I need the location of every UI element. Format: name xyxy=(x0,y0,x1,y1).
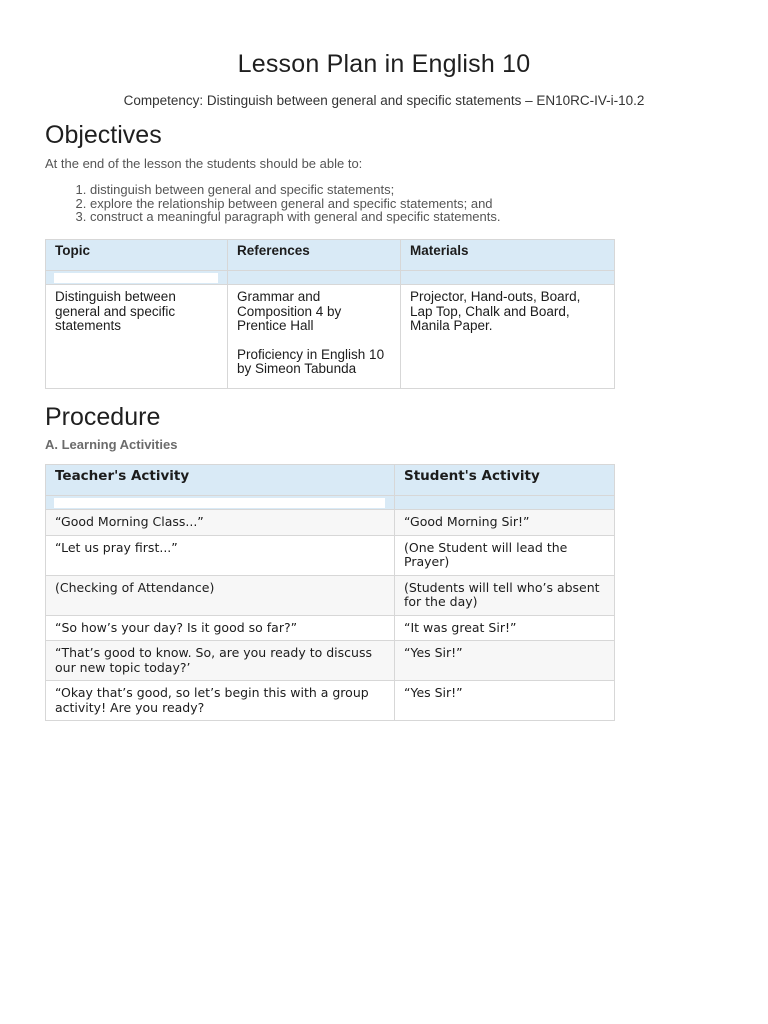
student-activity-cell: “Yes Sir!” xyxy=(395,641,615,681)
student-activity-cell: (One Student will lead the Prayer) xyxy=(395,535,615,575)
references-cell xyxy=(228,285,401,389)
teacher-activity-cell: “Let us pray first...” xyxy=(46,535,395,575)
learning-activities-table xyxy=(45,464,615,721)
table-row xyxy=(46,575,615,615)
objective-item: 1. distinguish between general and specific statements; xyxy=(90,183,690,197)
procedure-heading: Procedure xyxy=(45,403,161,431)
teacher-activity-cell: “That’s good to know. So, are you ready to discuss our new topic today?’ xyxy=(46,641,395,681)
header-topic: Topic xyxy=(46,240,228,271)
student-activity-cell: “Good Morning Sir!” xyxy=(395,510,615,536)
header-teacher-activity: Teacher's Activity xyxy=(46,465,395,496)
header-references: References xyxy=(228,240,401,271)
table-header-row xyxy=(46,465,615,496)
student-activity-cell: (Students will tell who’s absent for the day) xyxy=(395,575,615,615)
learning-activities-subheading: A. Learning Activities xyxy=(45,437,178,452)
blank-field xyxy=(54,273,218,283)
student-activity-cell: “Yes Sir!” xyxy=(395,681,615,721)
table-row xyxy=(46,285,615,389)
objective-item: 3. construct a meaningful paragraph with general and specific statements. xyxy=(90,210,690,224)
lesson-overview-table xyxy=(45,239,615,389)
table-header-row xyxy=(46,240,615,271)
reference-item: Proficiency in English 10 by Simeon Tabunda xyxy=(237,346,385,376)
materials-cell: Projector, Hand-outs, Board, Lap Top, Chalk and Board, Manila Paper. xyxy=(401,285,615,389)
competency-statement: Competency: Distinguish between general and specific statements – EN10RC-IV-i-10.2 xyxy=(123,93,645,108)
table-row xyxy=(46,510,615,536)
page-title: Lesson Plan in English 10 xyxy=(237,50,531,78)
header-student-activity: Student's Activity xyxy=(395,465,615,496)
teacher-activity-cell: (Checking of Attendance) xyxy=(46,575,395,615)
table-row xyxy=(46,615,615,641)
reference-item: Grammar and Composition 4 by Prentice Hall xyxy=(237,289,342,333)
topic-cell: Distinguish between general and specific statements xyxy=(46,285,228,389)
blank-field xyxy=(54,498,385,508)
objectives-heading: Objectives xyxy=(45,121,162,149)
teacher-activity-cell: “Good Morning Class...” xyxy=(46,510,395,536)
teacher-activity-cell: “So how’s your day? Is it good so far?” xyxy=(46,615,395,641)
table-spacer-row xyxy=(46,271,615,285)
objectives-intro: At the end of the lesson the students should be able to: xyxy=(45,156,363,171)
table-row xyxy=(46,641,615,681)
student-activity-cell: “It was great Sir!” xyxy=(395,615,615,641)
table-spacer-row xyxy=(46,496,615,510)
objective-item: 2. explore the relationship between general and specific statements; and xyxy=(90,197,690,211)
teacher-activity-cell: “Okay that’s good, so let’s begin this with a group activity! Are you ready? xyxy=(46,681,395,721)
table-row xyxy=(46,681,615,721)
header-materials: Materials xyxy=(401,240,615,271)
objectives-list xyxy=(45,183,690,224)
table-row xyxy=(46,535,615,575)
